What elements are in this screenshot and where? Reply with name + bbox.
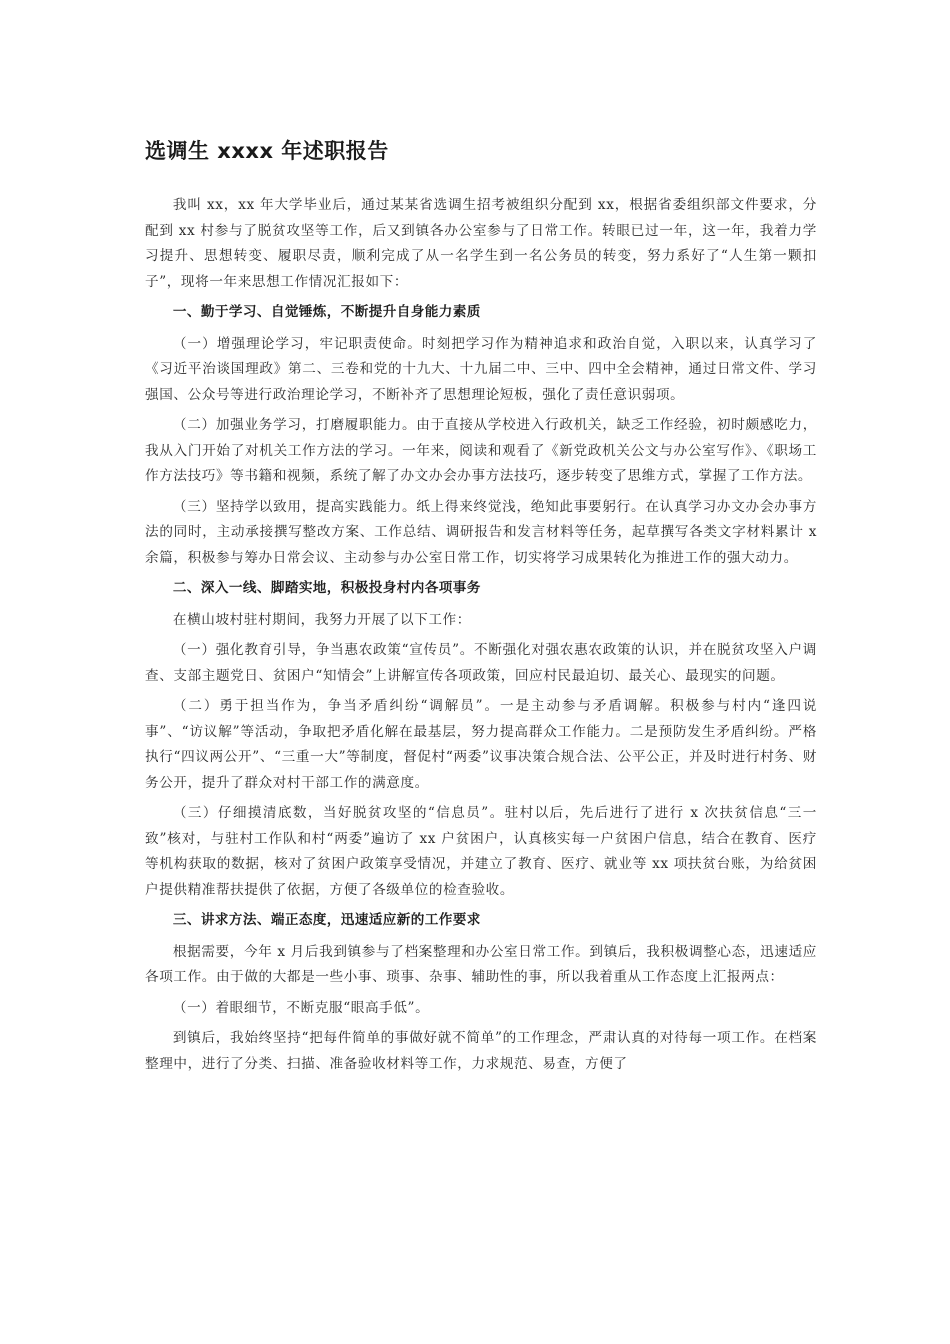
body-paragraph: 到镇后，我始终坚持“把每件简单的事做好就不简单”的工作理念，严肃认真的对待每一项工作。在档案整理中，进行了分类、扫描、准备验收材料等工作，力求规范、易查，方便了 — [145, 1030, 817, 1072]
section-heading-2: 二、深入一线、脚踏实地，积极投身村内各项事务 — [172, 580, 481, 596]
body-paragraph: （二）加强业务学习，打磨履职能力。由于直接从学校进入行政机关，缺乏工作经验，初时颇感吃力，我从入门开始了对机关工作方法的学习。一年来，阅读和观看了《新党政机关公文与办公室写作》、《职场工作方法技巧》等书籍和视频，系统了解了办文办会办事方法技巧，逐步转变了思维方式，掌握了工作方法。 — [145, 417, 817, 484]
body-paragraph: （三）坚持学以致用，提高实践能力。纸上得来终觉浅，绝知此事要躬行。在认真学习办文办会办事方法的同时，主动承接撰写整改方案、工作总结、调研报告和发言材料等任务，起草撰写各类文字材料累计 x 余篇，积极参与筹办日常会议、主动参与办公室日常工作，切实将学习成果转化为推进工作的强大动力。 — [145, 498, 817, 566]
section-heading-3: 三、讲求方法、端正态度，迅速适应新的工作要求 — [172, 912, 481, 928]
document-title: 选调生 xxxx 年述职报告 — [145, 139, 389, 163]
body-paragraph: 根据需要，今年 x 月后我到镇参与了档案整理和办公室日常工作。到镇后，我积极调整心态，迅速适应各项工作。由于做的大都是一些小事、琐事、杂事、辅助性的事，所以我着重从工作态度上汇报两点： — [145, 943, 817, 985]
document-page — [145, 135, 817, 1082]
body-paragraph: （一）强化教育引导，争当惠农政策“宣传员”。不断强化对强农惠农政策的认识，并在脱贫攻坚入户调查、支部主题党日、贫困户“知情会”上讲解宣传各项政策，回应村民最迫切、最关心、最现实的问题。 — [145, 642, 817, 684]
body-paragraph: （一）增强理论学习，牢记职责使命。时刻把学习作为精神追求和政治自觉，入职以来，认真学习了《习近平治谈国理政》第二、三卷和党的十九大、十九届二中、三中、四中全会精神，通过日常文件、学习强国、公众号等进行政治理论学习，不断补齐了思想理论短板，强化了责任意识弱项。 — [145, 335, 817, 403]
intro-paragraph: 我叫 xx，xx 年大学毕业后，通过某某省选调生招考被组织分配到 xx，根据省委组织部文件要求，分配到 xx 村参与了脱贫攻坚等工作，后又到镇各办公室参与了日常工作。转眼已过一年，这一年，我着力学习提升、思想转变、履职尽责，顺利完成了从一名学生到一名公务员的转变，努力系好了“人生第一颗扣子”，现将一年来思想工作情况汇报如下： — [145, 197, 817, 290]
body-paragraph: （二）勇于担当作为，争当矛盾纠纷“调解员”。一是主动参与矛盾调解。积极参与村内“逢四说事”、“访议解”等活动，争取把矛盾化解在最基层，努力提高群众工作能力。二是预防发生矛盾纠纷。严格执行“四议两公开”、“三重一大”等制度，督促村“两委”议事决策合规合法、公平公正，并及时进行村务、财务公开，提升了群众对村干部工作的满意度。 — [145, 698, 817, 791]
body-paragraph: （三）仔细摸清底数，当好脱贫攻坚的“信息员”。驻村以后，先后进行了进行 x 次扶贫信息“三一致”核对，与驻村工作队和村“两委”遍访了 xx 户贫困户，认真核实每一户贫困户信息，结合在教育、医疗等机构获取的数据，核对了贫困户政策享受情况，并建立了教育、医疗、就业等 xx 项扶贫台账，为给贫困户提供精准帮扶提供了依据，方便了各级单位的检查验收。 — [145, 805, 817, 898]
body-paragraph: 在横山坡村驻村期间，我努力开展了以下工作： — [172, 611, 471, 628]
section-heading-1: 一、勤于学习、自觉锤炼，不断提升自身能力素质 — [172, 304, 481, 320]
body-paragraph: （一）着眼细节，不断克服“眼高手低”。 — [172, 999, 430, 1016]
